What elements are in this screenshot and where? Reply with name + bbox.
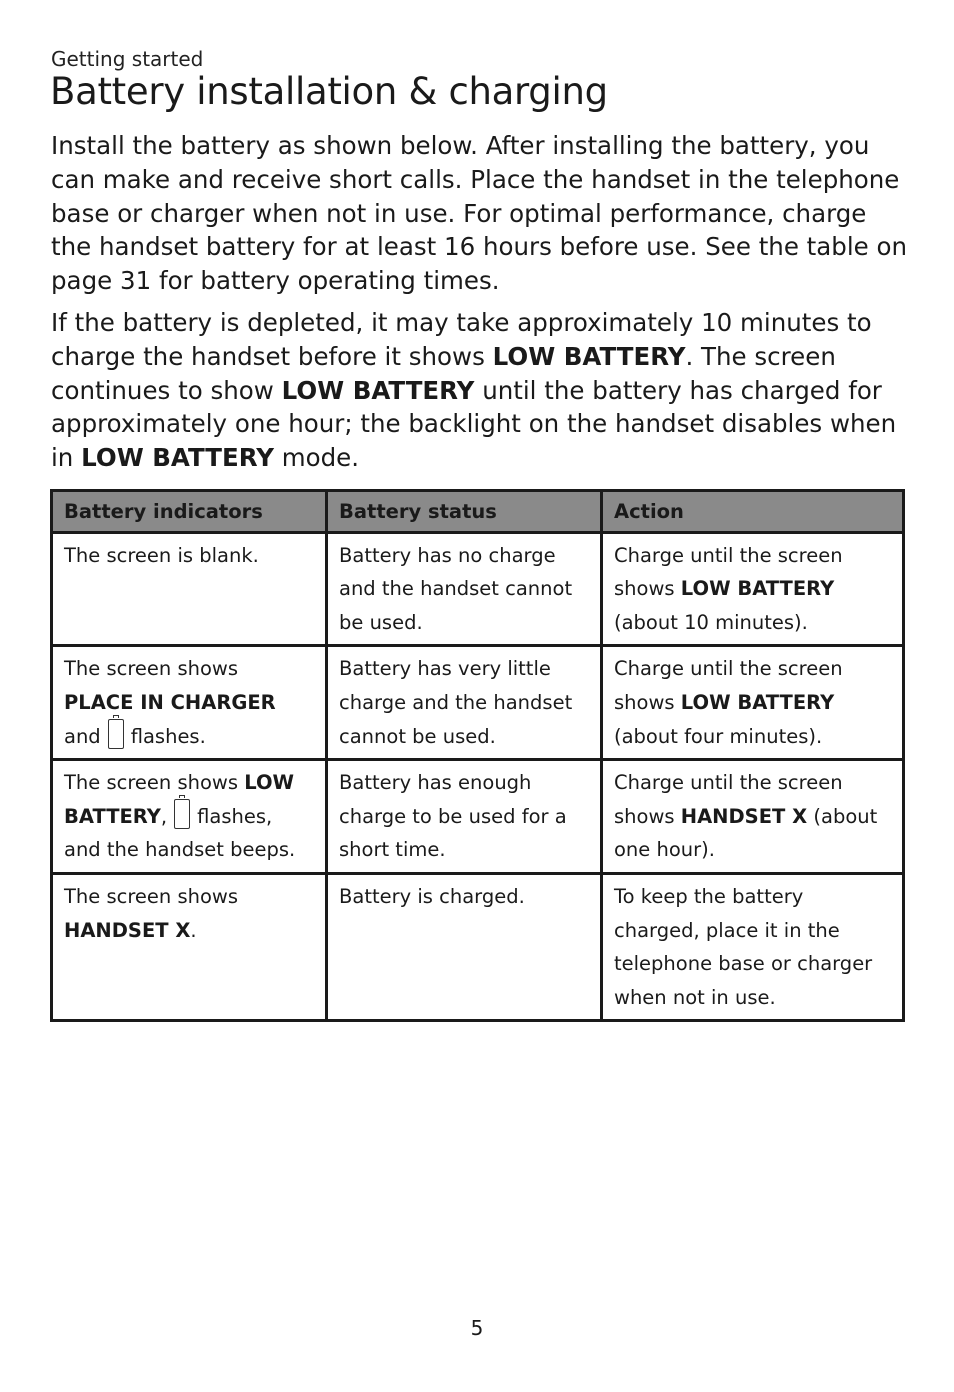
page-title: Battery installation & charging [50, 70, 608, 113]
battery-empty-icon [108, 719, 124, 749]
indicator-cell: The screen shows LOW BATTERY, flashes, and the handset beeps. [52, 760, 327, 874]
action-cell: To keep the battery charged, place it in the telephone base or charger when not in use. [602, 873, 904, 1020]
table-row [52, 760, 904, 874]
table-row [52, 532, 904, 646]
header-battery-status: Battery status [327, 491, 602, 533]
table-header-row [52, 491, 904, 533]
action-cell: Charge until the screen shows HANDSET X (about one hour). [602, 760, 904, 874]
battery-indicator-table [50, 489, 905, 1022]
page-number: 5 [470, 1316, 484, 1340]
action-cell: Charge until the screen shows LOW BATTERY (about 10 minutes). [602, 532, 904, 646]
header-action: Action [602, 491, 904, 533]
action-cell: Charge until the screen shows LOW BATTERY (about four minutes). [602, 646, 904, 760]
indicator-cell: The screen shows PLACE IN CHARGER and flashes. [52, 646, 327, 760]
status-cell: Battery has very little charge and the handset cannot be used. [327, 646, 602, 760]
section-label: Getting started [51, 47, 204, 71]
status-cell: Battery is charged. [327, 873, 602, 1020]
status-cell: Battery has enough charge to be used for a short time. [327, 760, 602, 874]
indicator-cell: The screen shows HANDSET X. [52, 873, 327, 1020]
header-battery-indicators: Battery indicators [52, 491, 327, 533]
table-row [52, 873, 904, 1020]
table-row [52, 646, 904, 760]
status-cell: Battery has no charge and the handset cannot be used. [327, 532, 602, 646]
intro-paragraph: Install the battery as shown below. After installing the battery, you can make and receive short calls. Place the handset in the telephone base or charger when not in use. For optimal performance, charge the handset battery for at least 16 hours before use. See the table on page 31 for battery operating times. [51, 131, 908, 296]
battery-empty-icon [174, 799, 190, 829]
depleted-paragraph: If the battery is depleted, it may take approximately 10 minutes to charge the handset before it shows LOW BATTERY. The screen continues to show LOW BATTERY until the battery has charged for approximately one hour; the backlight on the handset disables when in LOW BATTERY mode. [51, 308, 897, 473]
indicator-cell: The screen is blank. [52, 532, 327, 646]
